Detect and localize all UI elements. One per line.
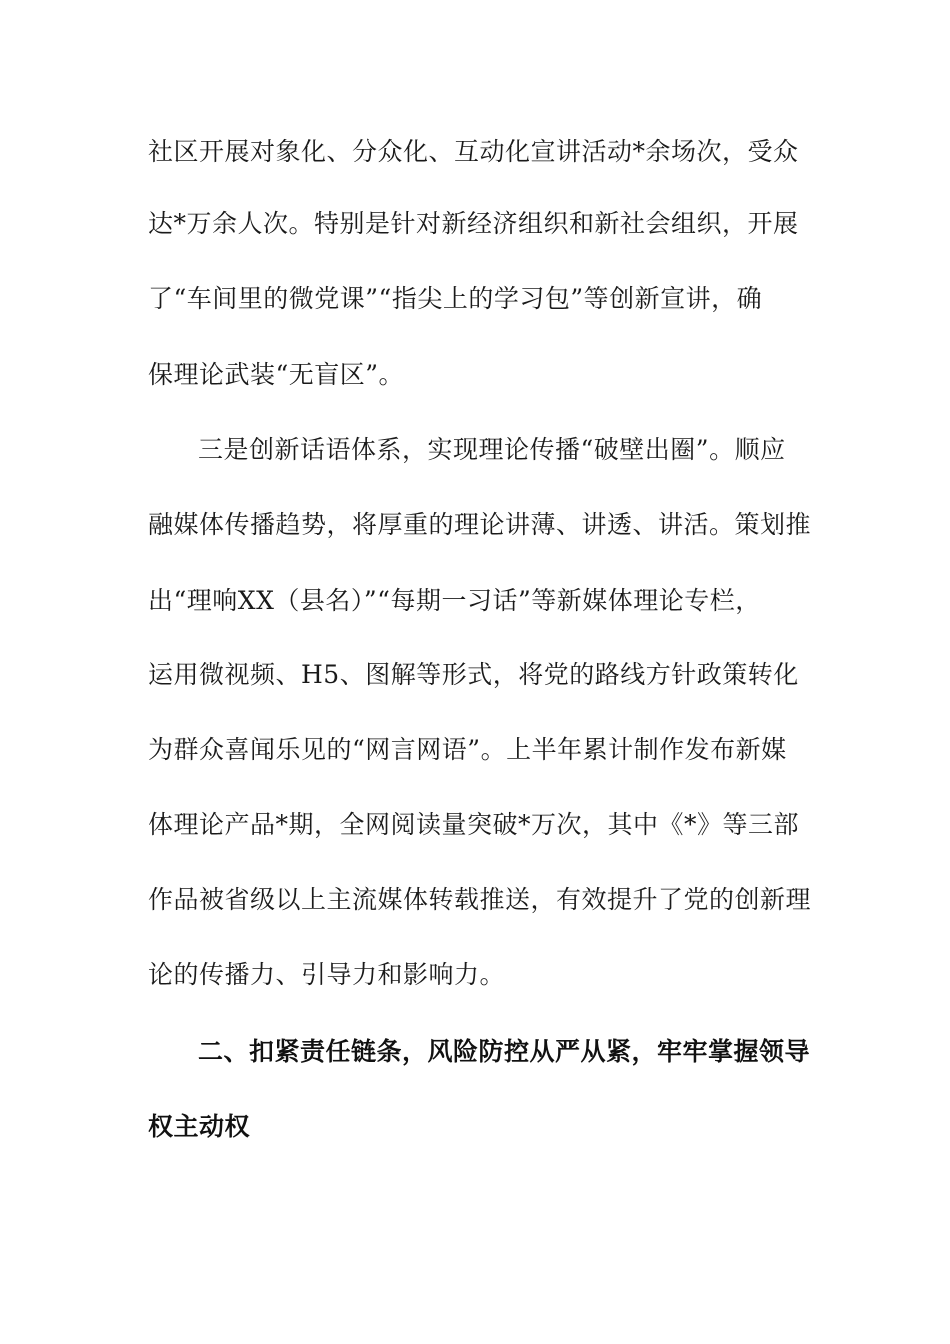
paragraph-line: 出“理响XX（县名）”“每期一习话”等新媒体理论专栏， (148, 586, 761, 615)
paragraph-line: 融媒体传播趋势，将厚重的理论讲薄、讲透、讲活。策划推 (148, 510, 812, 539)
paragraph-line: 保理论武装“无盲区”。 (148, 360, 405, 389)
paragraph-line: 了“车间里的微党课”“指尖上的学习包”等创新宣讲，确 (148, 284, 763, 313)
section-heading: 二、扣紧责任链条，风险防控从严从紧，牢牢掌握领导 (198, 1037, 811, 1066)
paragraph-line: 社区开展对象化、分众化、互动化宣讲活动*余场次，受众 (148, 137, 799, 166)
paragraph-line: 论的传播力、引导力和影响力。 (148, 960, 506, 989)
paragraph-line: 三是创新话语体系，实现理论传播“破壁出圈”。顺应 (198, 435, 786, 464)
paragraph-line: 达*万余人次。特别是针对新经济组织和新社会组织，开展 (148, 209, 799, 238)
paragraph-line: 作品被省级以上主流媒体转载推送，有效提升了党的创新理 (148, 885, 812, 914)
section-heading: 权主动权 (148, 1112, 251, 1141)
paragraph-line: 体理论产品*期，全网阅读量突破*万次，其中《*》等三部 (148, 810, 800, 839)
paragraph-line: 运用微视频、H5、图解等形式，将党的路线方针政策转化 (148, 660, 799, 689)
paragraph-line: 为群众喜闻乐见的“网言网语”。上半年累计制作发布新媒 (148, 735, 787, 764)
